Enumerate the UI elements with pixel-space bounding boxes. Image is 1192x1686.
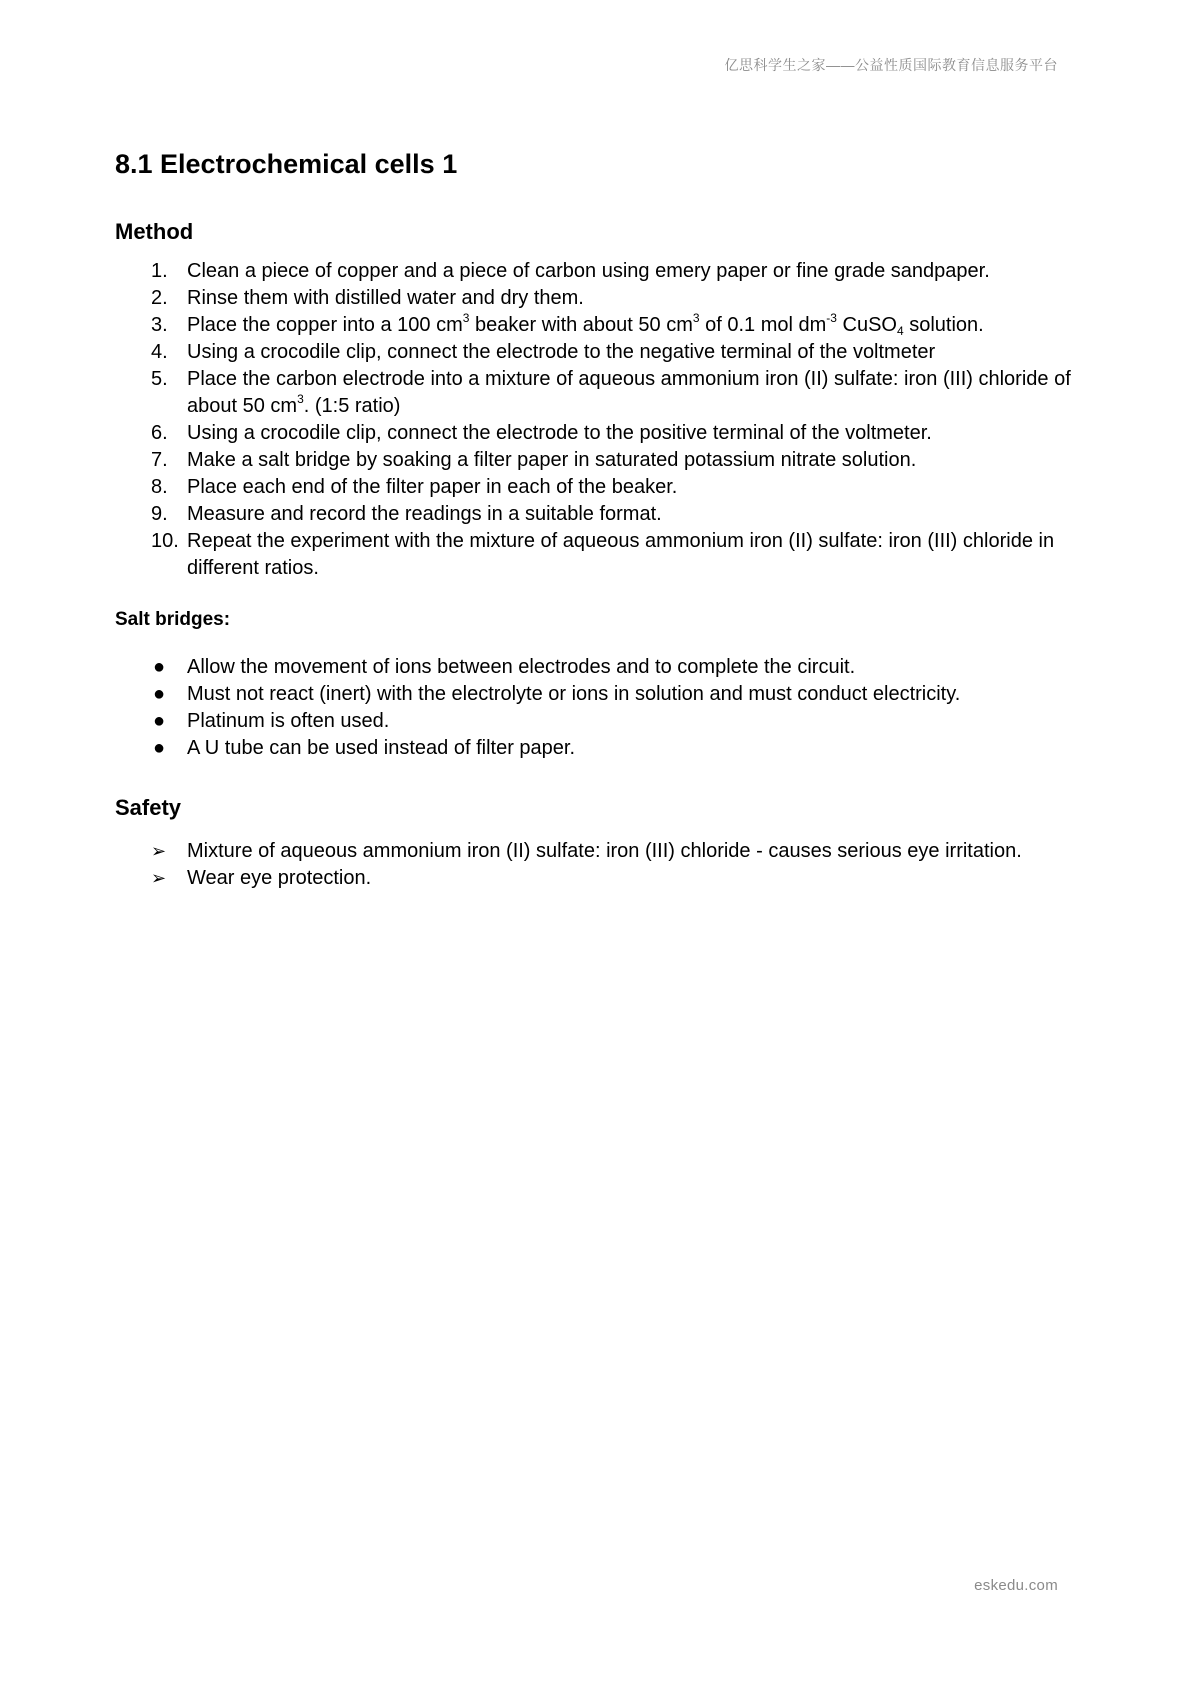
bullet-icon: ● (153, 710, 166, 732)
safety-heading: Safety (115, 795, 182, 820)
safety-list (115, 838, 1095, 892)
document-body (115, 140, 1095, 892)
list-item: 8. Place each end of the filter paper in each of the beaker. (151, 476, 678, 498)
list-item: 9. Measure and record the readings in a suitable format. (151, 503, 662, 525)
arrow-bullet-icon: ➢ (151, 868, 167, 889)
bullet-icon: ● (153, 656, 166, 678)
method-heading: Method (115, 219, 194, 244)
list-item: 1. Clean a piece of copper and a piece of carbon using emery paper or fine grade sandpaper. (151, 260, 990, 282)
list-item: 3. Place the copper into a 100 $cm^3$ beaker with about 50 $cm^3$ of 0.1 mol $dm^{-3}$ CuSO$_4$ solution. (151, 311, 984, 338)
bullet-icon: ● (153, 683, 166, 705)
list-item: ● Allow the movement of ions between electrodes and to complete the circuit. (115, 654, 1095, 681)
list-item: 2. Rinse them with distilled water and dry them. (151, 287, 584, 309)
list-item: ● Must not react (inert) with the electrolyte or ions in solution and must conduct electricity. (115, 681, 1095, 708)
page-title: 8.1 Electrochemical cells 1 (115, 149, 458, 179)
list-item: ➢ Wear eye protection. (115, 865, 1095, 892)
method-steps (115, 258, 1095, 582)
arrow-bullet-icon: ➢ (151, 841, 167, 862)
list-item: 7. Make a salt bridge by soaking a filter paper in saturated potassium nitrate solution. (151, 449, 917, 471)
list-item: 10. Repeat the experiment with the mixture of aqueous ammonium iron (II) sulfate: iron (III) chloride in different ratios. (151, 530, 1055, 579)
bullet-icon: ● (153, 737, 166, 759)
list-item: 6. Using a crocodile clip, connect the electrode to the positive terminal of the voltmeter. (151, 422, 932, 444)
header-note: 亿思科学生之家——公益性质国际教育信息服务平台 (724, 57, 1058, 73)
salt-bridges-list (115, 654, 1095, 762)
list-item: ➢ Mixture of aqueous ammonium iron (II) sulfate: iron (III) chloride - causes serious eye irritation. (115, 838, 1095, 865)
list-item: ● A U tube can be used instead of filter paper. (115, 735, 1095, 762)
list-item: 5. Place the carbon electrode into a mixture of aqueous ammonium iron (II) sulfate: iron (III) chloride of about 50 $cm^3$. (1:5 ratio) (151, 368, 1071, 417)
footer-note: eskedu.com (974, 1577, 1058, 1594)
salt-bridges-heading: Salt bridges: (115, 609, 231, 630)
list-item: 4. Using a crocodile clip, connect the electrode to the negative terminal of the voltmeter (151, 341, 936, 363)
list-item: ● Platinum is often used. (115, 708, 1095, 735)
